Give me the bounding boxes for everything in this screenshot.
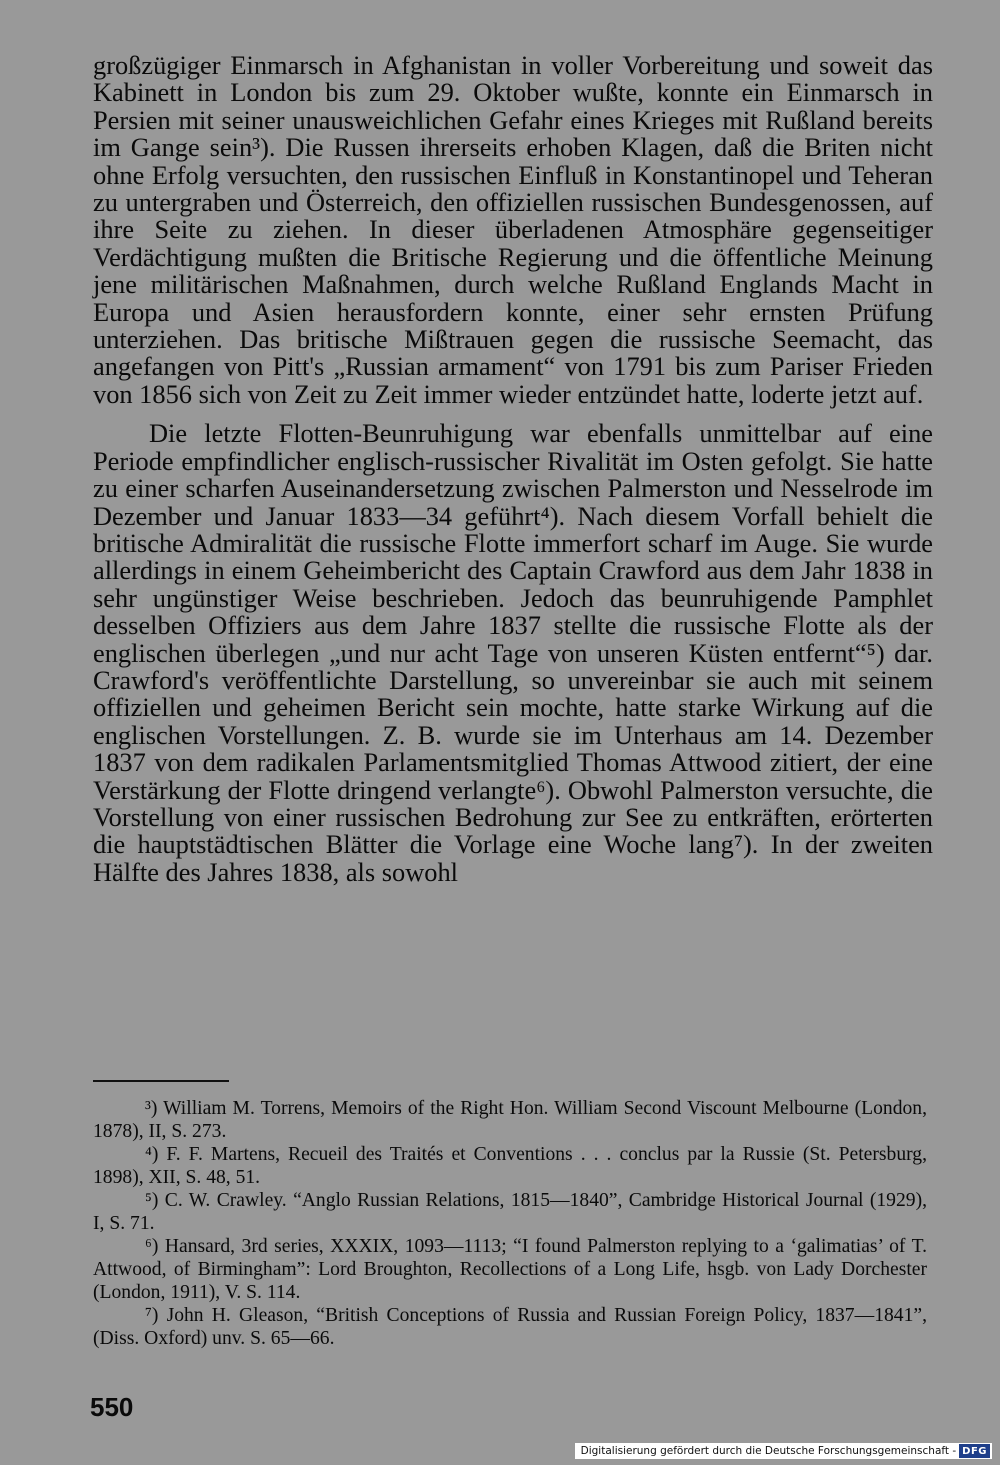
footnote-7: ⁷) John H. Gleason, “British Conceptions of Russia and Russian Foreign Policy, 1837—1841”, (Diss. Oxford) unv. S. 65—66. — [93, 1305, 927, 1349]
footnote-mark: ⁴ — [145, 1144, 152, 1165]
paragraph-1: großzügiger Einmarsch in Afghanistan in voller Vorbereitung und soweit das Kabinett in London bis zum 29. Oktober wußte, konnte ein Einmarsch in Persien mit seiner unausweichlichen Gefahr eines Krieges mit Rußland bereits im Gange sein³). Die Russen ihrerseits erhoben Klagen, daß die Briten nicht ohne Erfolg versuchten, den russischen Einfluß in Konstantinopel und Teheran zu untergraben und Österreich, den offiziellen russischen Bundesgenossen, auf ihre Seite zu ziehen. In dieser überladenen Atmosphäre gegenseitiger Verdächtigung mußten die Britische Regierung und die öffentliche Meinung jene militärischen Maßnahmen, durch welche Rußland Englands Macht in Europa und Asien herausfordern konnte, einer sehr ernsten Prüfung unterziehen. Das britische Mißtrauen gegen die russische Seemacht, das angefangen von Pitt's „Russian armament“ von 1791 bis zum Pariser Frieden von 1856 sich von Zeit zu Zeit immer wieder entzündet hatte, loderte jetzt auf. — [93, 50, 933, 409]
main-text — [93, 52, 933, 886]
footnote-mark: ⁶ — [145, 1236, 152, 1257]
footnotes — [93, 1097, 927, 1350]
footnote-3: ³) William M. Torrens, Memoirs of the Right Hon. William Second Viscount Melbourne (London, 1878), II, S. 273. — [93, 1098, 927, 1142]
funding-banner — [575, 1443, 992, 1459]
footnote-text: John H. Gleason, “British Conceptions of Russia and Russian Foreign Policy, 1837—1841”, (Diss. Oxford) unv. S. 65—66. — [93, 1305, 927, 1349]
footnote-text: F. F. Martens, Recueil des Traités et Conventions . . . conclus par la Russie (St. Petersburg, 1898), XII, S. 48, 51. — [93, 1144, 927, 1188]
footnote-mark: ⁵ — [145, 1190, 152, 1211]
footnote-6: ⁶) Hansard, 3rd series, XXXIX, 1093—1113; “I found Palmerston replying to a ‘galimatias’ of T. Attwood, of Birmingham”: Lord Broughton, Recollections of a Long Life, hsgb. von Lady Dorchester (London, 1911), V. S. 114. — [93, 1236, 927, 1303]
footnote-text: William M. Torrens, Memoirs of the Right Hon. William Second Viscount Melbourne (London, 1878), II, S. 273. — [93, 1098, 927, 1142]
paragraph-2: Die letzte Flotten-Beunruhigung war ebenfalls unmittelbar auf eine Periode empfindlicher englisch-russischer Rivalität im Osten gefolgt. Sie hatte zu einer scharfen Auseinandersetzung zwischen Palmerston und Nesselrode im Dezember und Januar 1833—34 geführt⁴). Nach diesem Vorfall behielt die britische Admiralität die russische Flotte immerfort scharf im Auge. Sie wurde allerdings in einem Geheimbericht des Captain Crawford aus dem Jahr 1838 in sehr ungünstiger Weise beschrieben. Jedoch das beunruhigende Pamphlet desselben Offiziers aus dem Jahre 1837 stellte die russische Flotte als der englischen überlegen „und nur acht Tage von unseren Küsten entfernt“⁵) dar. Crawford's veröffentlichte Darstellung, so unvereinbar sie auch mit seinem offiziellen und geheimen Bericht sein mochte, hatte starke Wirkung auf die englischen Vorstellungen. Z. B. wurde sie im Unterhaus am 14. Dezember 1837 von dem radikalen Parlamentsmitglied Thomas Attwood zitiert, der eine Verstärkung der Flotte dringend verlangte⁶). Obwohl Palmerston versuchte, die Vorstellung von einer russischen Bedrohung zur See zu entkräften, erörterten die hauptstädtischen Blätter die Vorlage eine Woche lang⁷). In der zweiten Hälfte des Jahres 1838, als sowohl — [93, 418, 933, 887]
page-number: 550 — [90, 1392, 134, 1422]
footnote-4: ⁴) F. F. Martens, Recueil des Traités et Conventions . . . conclus par la Russie (St. Petersburg, 1898), XII, S. 48, 51. — [93, 1144, 927, 1188]
footnote-mark: ³ — [145, 1098, 151, 1119]
footnote-separator — [93, 1080, 229, 1082]
banner-text: Digitalisierung gefördert durch die Deutsche Forschungsgemeinschaft - — [580, 1445, 957, 1457]
footnote-text: C. W. Crawley. “Anglo Russian Relations, 1815—1840”, Cambridge Historical Journal (1929), I, S. 71. — [93, 1190, 927, 1234]
footnote-text: Hansard, 3rd series, XXXIX, 1093—1113; “I found Palmerston replying to a ‘galimatias’ of T. Attwood, of Birmingham”: Lord Broughton, Recollections of a Long Life, hsgb. von Lady Dorchester (London, 1911), V. S. 114. — [93, 1236, 927, 1303]
footnote-5: ⁵) C. W. Crawley. “Anglo Russian Relations, 1815—1840”, Cambridge Historical Journal (1929), I, S. 71. — [93, 1190, 927, 1234]
dfg-logo-icon: DFG — [959, 1444, 990, 1458]
footnote-mark: ⁷ — [145, 1305, 152, 1326]
